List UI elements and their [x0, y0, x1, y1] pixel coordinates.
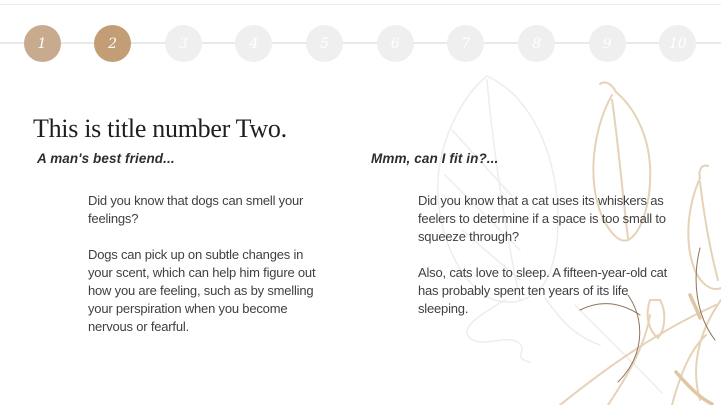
right-column-heading: Mmm, can I fit in?... [371, 151, 499, 166]
right-paragraph-1: Did you know that a cat uses its whiskers as feelers to determine if a space is too small to squeeze through? [418, 193, 666, 244]
left-column-body [88, 192, 328, 336]
tan-leaf-edge-icon [688, 166, 721, 289]
stepper-step-3: 3 [165, 25, 202, 62]
right-column-body [418, 192, 680, 318]
stepper-step-4: 4 [235, 25, 272, 62]
left-paragraph-2: Dogs can pick up on subtle changes in your scent, which can help him figure out how you are feeling, such as by smelling your perspiration when you become nervous or fearful. [88, 247, 316, 334]
stepper-step-6: 6 [377, 25, 414, 62]
stepper-step-5: 5 [306, 25, 343, 62]
stepper-step-7: 7 [447, 25, 484, 62]
stepper-step-10: 10 [659, 25, 696, 62]
slide-number-stepper [0, 0, 721, 80]
stepper-step-8: 8 [518, 25, 555, 62]
left-column-heading: A man's best friend... [37, 151, 175, 166]
stepper-step-2: 2 [94, 25, 131, 62]
slide-title: This is title number Two. [33, 114, 287, 144]
left-paragraph-1: Did you know that dogs can smell your feelings? [88, 193, 304, 226]
stepper-step-9: 9 [589, 25, 626, 62]
right-paragraph-2: Also, cats love to sleep. A fifteen-year-old cat has probably spent ten years of its life sleeping. [418, 265, 668, 316]
stepper-step-1: 1 [24, 25, 61, 62]
